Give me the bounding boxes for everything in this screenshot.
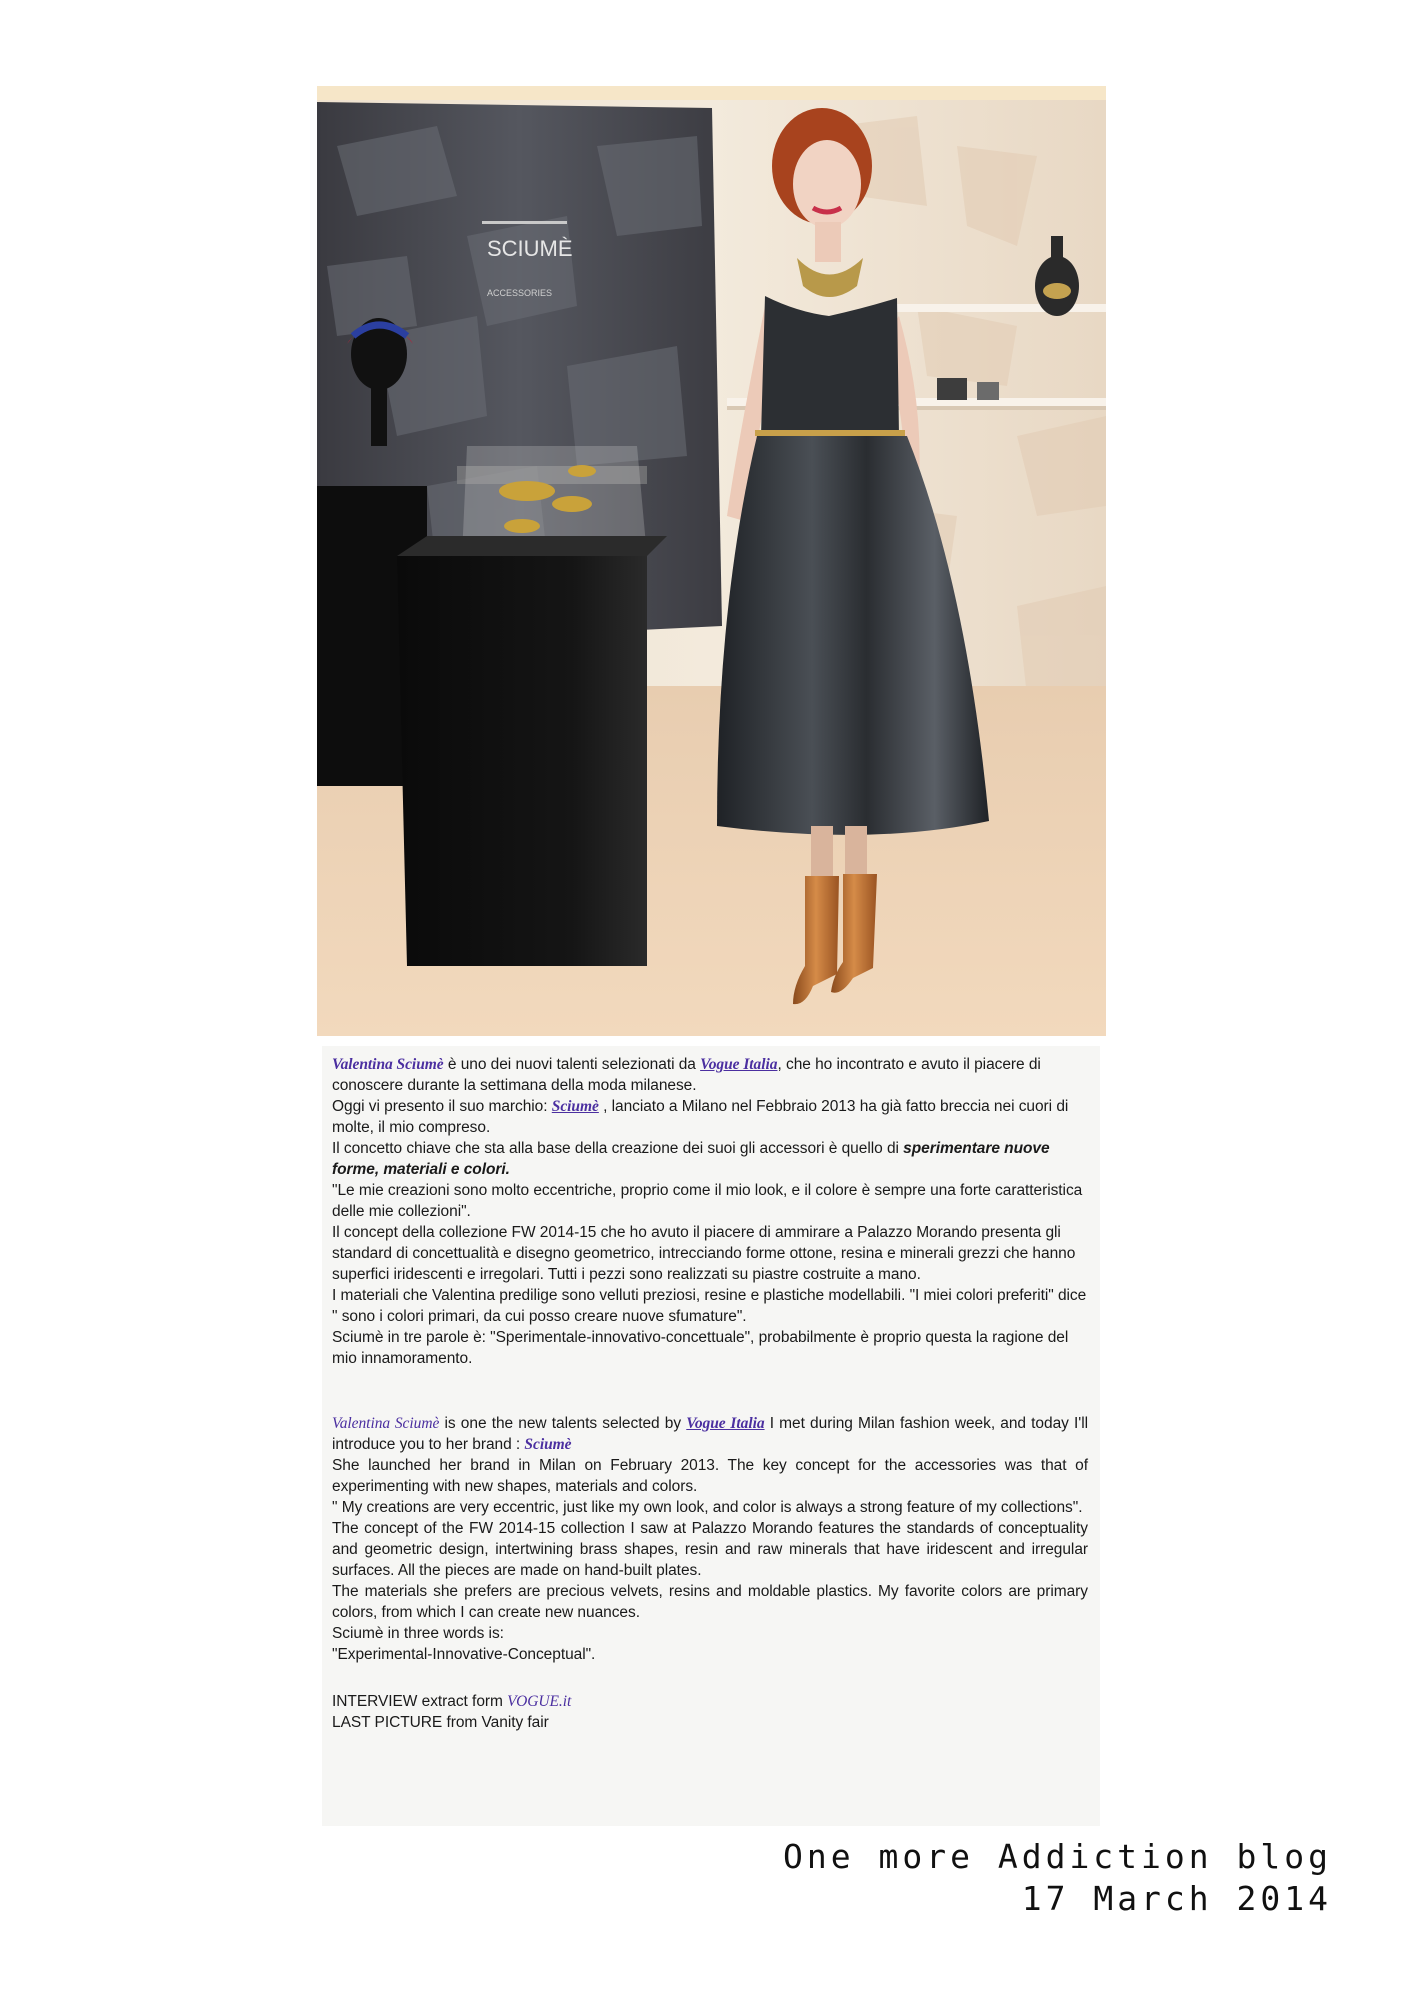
it-text: , lanciato a Milano nel Febbraio 2013 ha già fatto breccia nei cuori di molte, il mio compreso. (332, 1098, 1069, 1136)
it-paragraph-2 (332, 1096, 1088, 1138)
it-text: Il concetto chiave che sta alla base della creazione dei suoi gli accessori è quello di (332, 1140, 904, 1157)
en-paragraph-1 (332, 1413, 1088, 1455)
it-paragraph-7: Sciumè in tre parole è: "Sperimentale-innovativo-concettuale", probabilmente è proprio questa la ragione del mio innamoramento. (332, 1329, 1069, 1367)
en-text: is one the new talents selected by (439, 1415, 687, 1432)
article-text-panel (322, 1046, 1100, 1826)
interview-source-note (332, 1691, 1090, 1712)
post-date: 17 March 2014 (1021, 1879, 1332, 1918)
source-notes (332, 1691, 1090, 1733)
blog-name: One more Addiction blog (783, 1837, 1332, 1876)
en-paragraph-3: " My creations are very eccentric, just like my own look, and color is always a strong feature of my collections". (332, 1499, 1083, 1516)
designer-name: Valentina Sciumè (332, 1415, 440, 1432)
vogue-italia-link[interactable]: Vogue Italia (686, 1415, 765, 1432)
it-paragraph-3 (332, 1138, 1088, 1180)
blog-signature (783, 1836, 1332, 1920)
it-paragraph-5: Il concept della collezione FW 2014-15 che ho avuto il piacere di ammirare a Palazzo Morando presenta gli standard di concettualità e disegno geometrico, intrecciando forme ottone, resina e minerali grezzi che hanno superfici iridescenti e irregolari. Tutti i pezzi sono realizzati su piastre costruite a mano. (332, 1224, 1076, 1283)
panel-logo-sub: ACCESSORIES (487, 288, 553, 298)
vogue-italia-link[interactable]: Vogue Italia (700, 1056, 778, 1073)
it-paragraph-6: I materiali che Valentina predilige sono velluti preziosi, resine e plastiche modellabili. "I miei colori preferiti" dice " sono i colori primari, da cui posso creare nuove sfumature". (332, 1287, 1087, 1325)
it-text: , che ho incontrato e avuto il piacere di conoscere durante la settimana della moda milanese. (332, 1056, 1041, 1094)
en-paragraph-4: The concept of the FW 2014-15 collection I saw at Palazzo Morando features the standards of conceptuality and geometric design, intertwining brass shapes, resin and raw minerals that have iridescent and irregular surfaces. All the pieces are made on hand-built plates. (332, 1520, 1088, 1579)
brand-link[interactable]: Sciumè (551, 1098, 599, 1115)
brand-name: Sciumè (524, 1436, 572, 1453)
en-paragraph-6: Sciumè in three words is: (332, 1625, 504, 1642)
designer-name: Valentina Sciumè (332, 1056, 444, 1073)
it-paragraph-4: "Le mie creazioni sono molto eccentriche, proprio come il mio look, e il colore è sempre una forte caratteristica delle mie collezioni". (332, 1182, 1083, 1220)
article-photo (317, 86, 1106, 1036)
it-text: è uno dei nuovi talenti selezionati da (443, 1056, 701, 1073)
panel-logo-text: SCIUMÈ (487, 236, 573, 261)
it-emphasis: sperimentare nuove forme, materiali e colori. (332, 1140, 1050, 1178)
it-paragraph-1 (332, 1054, 1088, 1096)
note-text: INTERVIEW extract form (332, 1693, 508, 1710)
en-text: I met during Milan fashion week, and today I'll introduce you to her brand : (332, 1415, 1088, 1453)
english-section (332, 1413, 1088, 1665)
en-paragraph-5: The materials she prefers are precious velvets, resins and moldable plastics. My favorite colors are primary colors, from which I can create new nuances. (332, 1583, 1088, 1621)
picture-source-note: LAST PICTURE from Vanity fair (332, 1714, 549, 1731)
vogue-it-link[interactable]: VOGUE.it (507, 1693, 572, 1710)
en-paragraph-2: She launched her brand in Milan on February 2013. The key concept for the accessories was that of experimenting with new shapes, materials and colors. (332, 1457, 1088, 1495)
en-paragraph-7: "Experimental-Innovative-Conceptual". (332, 1646, 596, 1663)
it-text: Oggi vi presento il suo marchio: (332, 1098, 552, 1115)
italian-section (332, 1054, 1088, 1369)
